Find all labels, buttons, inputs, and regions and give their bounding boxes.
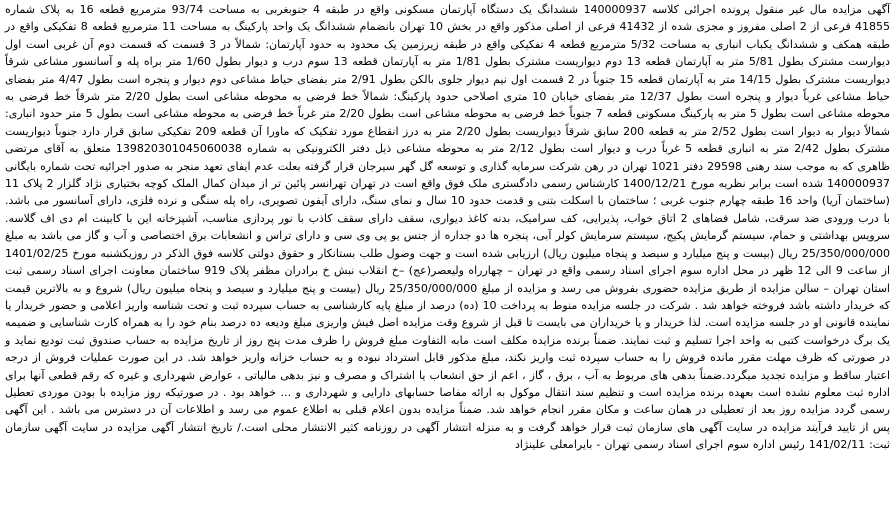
auction-notice-text: آگهی مزایده مال غیر منقول پرونده اجرائی کلاسه 140000937 ششدانگ یک دستگاه آپارتمان مسکونی واقع در طبقه 4 جنوبغربی به مساحت 93/74 مترمربع قطعه 16 به پلاک شماره 41855 فرعی از 2 اصلی مفروز و مجزی شده از 41432 فرعی از اصلی مذکور واقع در بخش 10 تهران بانضمام ششدانگ یک واحد پارکینگ به مساحت 11 مترمربع قطعه 8 تفکیکی واقع در طبقه همکف و ششدانگ یکباب انباری به مساحت 5/32 مترمربع قطعه 4 تفکیکی واقع در طبقه زیرزمین یک محدود به حدود آپارتمان: شمالاً در 3 قسمت که قسمت دوم آن غربی است اول دیوارست مشترک بطول 5/81 متر به آپارتمان قطعه 13 دوم دیواریست مشترک بطول 1/81 متر به آپارتمان قطعه 13 سوم درب و دیوار بطول 1/60 متر براه پله و آسانسور مشاعی شرقاً دیواریست مشترک بطول 14/15 متر به آپارتمان قطعه 15 جنوباً در 2 قسمت اول نیم دیوار جلوی بالکن بطول 2/91 متر بفضای حیاط مشاعی دوم دیوار و پنجره است بطول 4/47 متر بفضای حیاط مشاعی غرباً دیوار و پنجره است بطول 12/37 متر بفضای خیابان 10 متری اصلاحی حدود پارکینگ: شمالاً خط فرضی به محوطه مشاعی است بطول 2/20 متر شرقاً خط فرضی به محوطه مشاعی است بطول 5 متر به پارکینگ مسکونی قطعه 7 جنوباً خط فرضی به محوطه مشاعی است بطول 2/20 متر غرباً خط فرضی به محوطه مشاعی است بطول 5 متر حدود انباری: شمالاً دیوار به دیوار است بطول 2/52 متر به قطعه 200 سابق شرقاً دیواریست بطول 2/20 متر به درز انقطاع مورد تفکیک که ماورا آن قطعه 209 تفکیکی سابق قرار دارد جنوباً دیواریست مشترک بطول 2/42 متر به انباری قطعه 5 غرباً درب و دیوار است بطول 2/12 متر به محوطه مشاعی ذیل دفتر الکترونیکی به شماره 139820301045060038 متعلق به آقای مرتضی ظاهری که به موجب سند رهنی 29598 دفتر 1021 تهران در رهن شرکت سرمایه گذاری و توسعه گل گهر سیرجان قرار گرفته بعلت عدم ایفای تعهد منجر به صدور اجرائیه تحت شماره بایگانی 140000937 شده است برابر نظریه مورخ 1400/12/21 کارشناس رسمی دادگستری ملک فوق واقع است در تهران تهرانسر پائین تر از میدان کمال الملک کوچه بختیاری نژاد گلزار 2 پلاک 11 (ساختمان آریا) واحد 16 طبقه چهارم جنوب غربی ؛ ساختمان با اسکلت بتنی و قدمت حدود 10 سال و نمای سنگ، دارای آیفون تصویری، راه پله سنگی و نرده فلزی، دارای آسانسور می باشد. با درب ورودی ضد سرقت، شامل فضاهای 2 اتاق خواب، پذیرایی، کف سرامیک، بدنه کاغذ دیواری، سقف دارای سقف کاذب با نور پردازی مناسب، آشپزخانه این با کابینت ام دی اف گلاسه. سرویس بهداشتی و حمام، سیستم گرمایش پکیج، سیستم سرمایش کولر آبی، پنجره ها دو جداره از جنس یو پی وی سی و دارای تراس و انشعابات برق اختصاصی و آب و گاز می باشد به مبلغ 25/350/000/000 ریال (بیست و پنج میلیارد و سیصد و پنجاه میلیون ریال) ارزیابی شده است و جهت وصول طلب بستانکار و حقوق دولتی کلاسه فوق الذکر در روزیکشنبه مورخ 1401/02/25 از ساعت 9 الی 12 ظهر در محل اداره سوم اجرای اسناد رسمی واقع در تهران – چهارراه ولیعصر(عج) –خ انقلاب نبش خ برادران مظفر پلاک 919 ساختمان معاونت اجرای اسناد رسمی ثبت استان تهران – سالن مزایده از طریق مزایده حضوری بفروش می رسد و مزایده از مبلغ 25/350/000/000 ریال (بیست و پنج میلیارد و سیصد و پنجاه میلیون ریال) شروع و به بالاترین قیمت که خریدار داشته باشد فروخته خواهد شد . شرکت در جلسه مزایده منوط به پرداخت 10 (ده) درصد از مبلغ پایه کارشناسی به حساب سپرده ثبت و تحت شناسه واریز اعلامی و حضور خریدار یا نماینده قانونی او در جلسه مزایده است. لذا خریدار و یا خریداران می بایست تا قبل از شروع وقت مزایده اصل فیش واریزی مبلغ ودیعه ده درصد بنام خود را به همراه کارت شناسایی و ضمیمه یک برگ درخواست کتبی به واحد اجرا تسلیم و ثبت نمایند. ضمناً برنده مزایده مکلف است مابه التفاوت مبلغ فروش را ظرف مدت پنج روز از تاریخ مزایده به حساب صندوق ثبت تودیع نماید و در صورتی که ظرف مهلت مقرر مانده فروش را به حساب سپرده ثبت واریز نکند، مبلغ مذکور قابل استرداد نبوده و به حساب خزانه واریز خواهد شد. در این صورت عملیات فروش از درجه اعتبار ساقط و مزایده تجدید میگردد.ضمناً بدهی های مربوط به آب ، برق ، گاز ، اعم از حق انشعاب یا اشتراک و مصرف و نیز بدهی مالیاتی ، عوارض شهرداری و غیره که رقم قطعی آنها برای اداره ثبت معلوم نشده است بعهده برنده مزایده است و تنظیم سند انتقال موکول به ارائه مفاصا حسابهای دارایی و شهرداری و ... خواهد بود . در صورتیکه روز مزایده با بودن موردی تعطیل رسمی گردد مزایده روز بعد از تعطیلی در همان ساعت و مکان مقرر انجام خواهد شد. ضمناً مزایده بدون اعلام قبلی به اطلاع عموم می رسد و اطلاعات آن در دسترس می باشد . این آگهی پس از تایید فرآیند مزایده در سایت آگهی های سازمان ثبت قرار خواهد گرفت و به منزله انتشار آگهی در روزنامه کثیر الانتشار محلی است./ تاریخ انتشار آگهی مزایده در سایت آگهی سازمان ثبت: 141/02/11 رئیس اداره سوم اجرای اسناد رسمی تهران - بایرامعلی علینژاد xyxy=(5,3,891,452)
